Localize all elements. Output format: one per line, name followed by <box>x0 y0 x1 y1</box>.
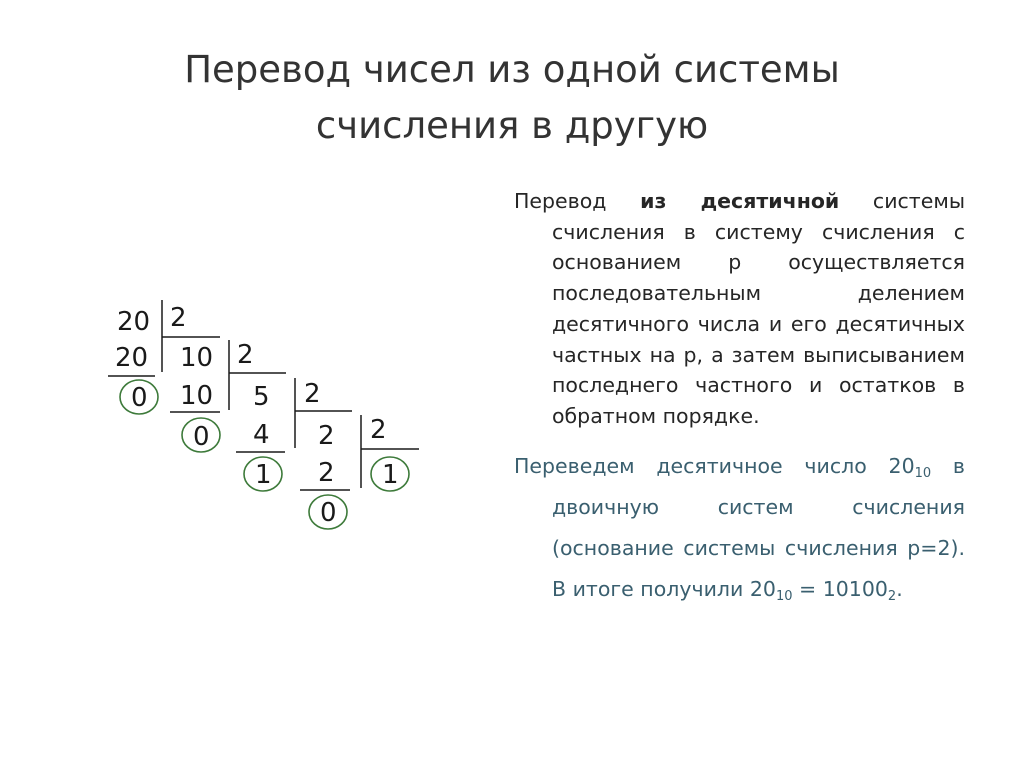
paragraph-example <box>514 446 965 610</box>
step2-quotient: 5 <box>253 382 270 412</box>
step1-product: 20 <box>115 343 149 373</box>
p2-part3: = 10100 <box>792 576 888 601</box>
p2-part4: . <box>896 576 903 601</box>
remainder-circles <box>120 380 409 529</box>
remainder-circle-1 <box>120 380 158 414</box>
p2-sub1: 10 <box>914 465 932 481</box>
step1-remainder: 0 <box>131 383 148 413</box>
step3-divisor: 2 <box>304 379 321 409</box>
step1-divisor: 2 <box>170 303 187 333</box>
step1-quotient: 10 <box>180 343 214 373</box>
step4-divisor: 2 <box>370 415 387 445</box>
paragraph-method <box>514 186 965 432</box>
step2-divisor: 2 <box>237 340 254 370</box>
p1-part1: Перевод <box>514 189 641 213</box>
p2-sub3: 2 <box>887 588 897 604</box>
division-lines <box>108 300 419 490</box>
title-line-1: Перевод чисел из одной системы <box>184 48 840 91</box>
explanation-text <box>514 186 965 610</box>
remainder-circle-4 <box>371 457 409 491</box>
step4-product: 2 <box>318 458 335 488</box>
p1-bold: из десятичной <box>640 189 840 213</box>
p2-sub2: 10 <box>775 588 793 604</box>
step3-quotient: 2 <box>318 421 335 451</box>
remainder-circle-5 <box>309 495 347 529</box>
p1-part2: системы счисления в систему счисления с основанием p осуществляется последовательным делением десятичного числа и его десятичных частных на p, а затем выписыванием последнего частного и остатков в обратном порядке. <box>552 189 966 428</box>
step4-quotient: 1 <box>382 460 399 490</box>
p2-part2: в двоичную систем счисления (основание системы счисления p=2). В итоге получили 20 <box>552 453 965 601</box>
step1-dividend: 20 <box>117 307 151 337</box>
step2-remainder: 0 <box>193 422 210 452</box>
slide-title <box>0 42 1024 154</box>
step3-remainder: 1 <box>255 460 272 490</box>
step4-remainder: 0 <box>320 498 337 528</box>
title-line-2: счисления в другую <box>315 104 709 147</box>
remainder-circle-3 <box>244 457 282 491</box>
step2-product: 10 <box>180 381 214 411</box>
remainder-circle-2 <box>182 418 220 452</box>
step3-product: 4 <box>253 420 270 450</box>
p2-part1: Переведем десятичное число 20 <box>514 453 915 478</box>
